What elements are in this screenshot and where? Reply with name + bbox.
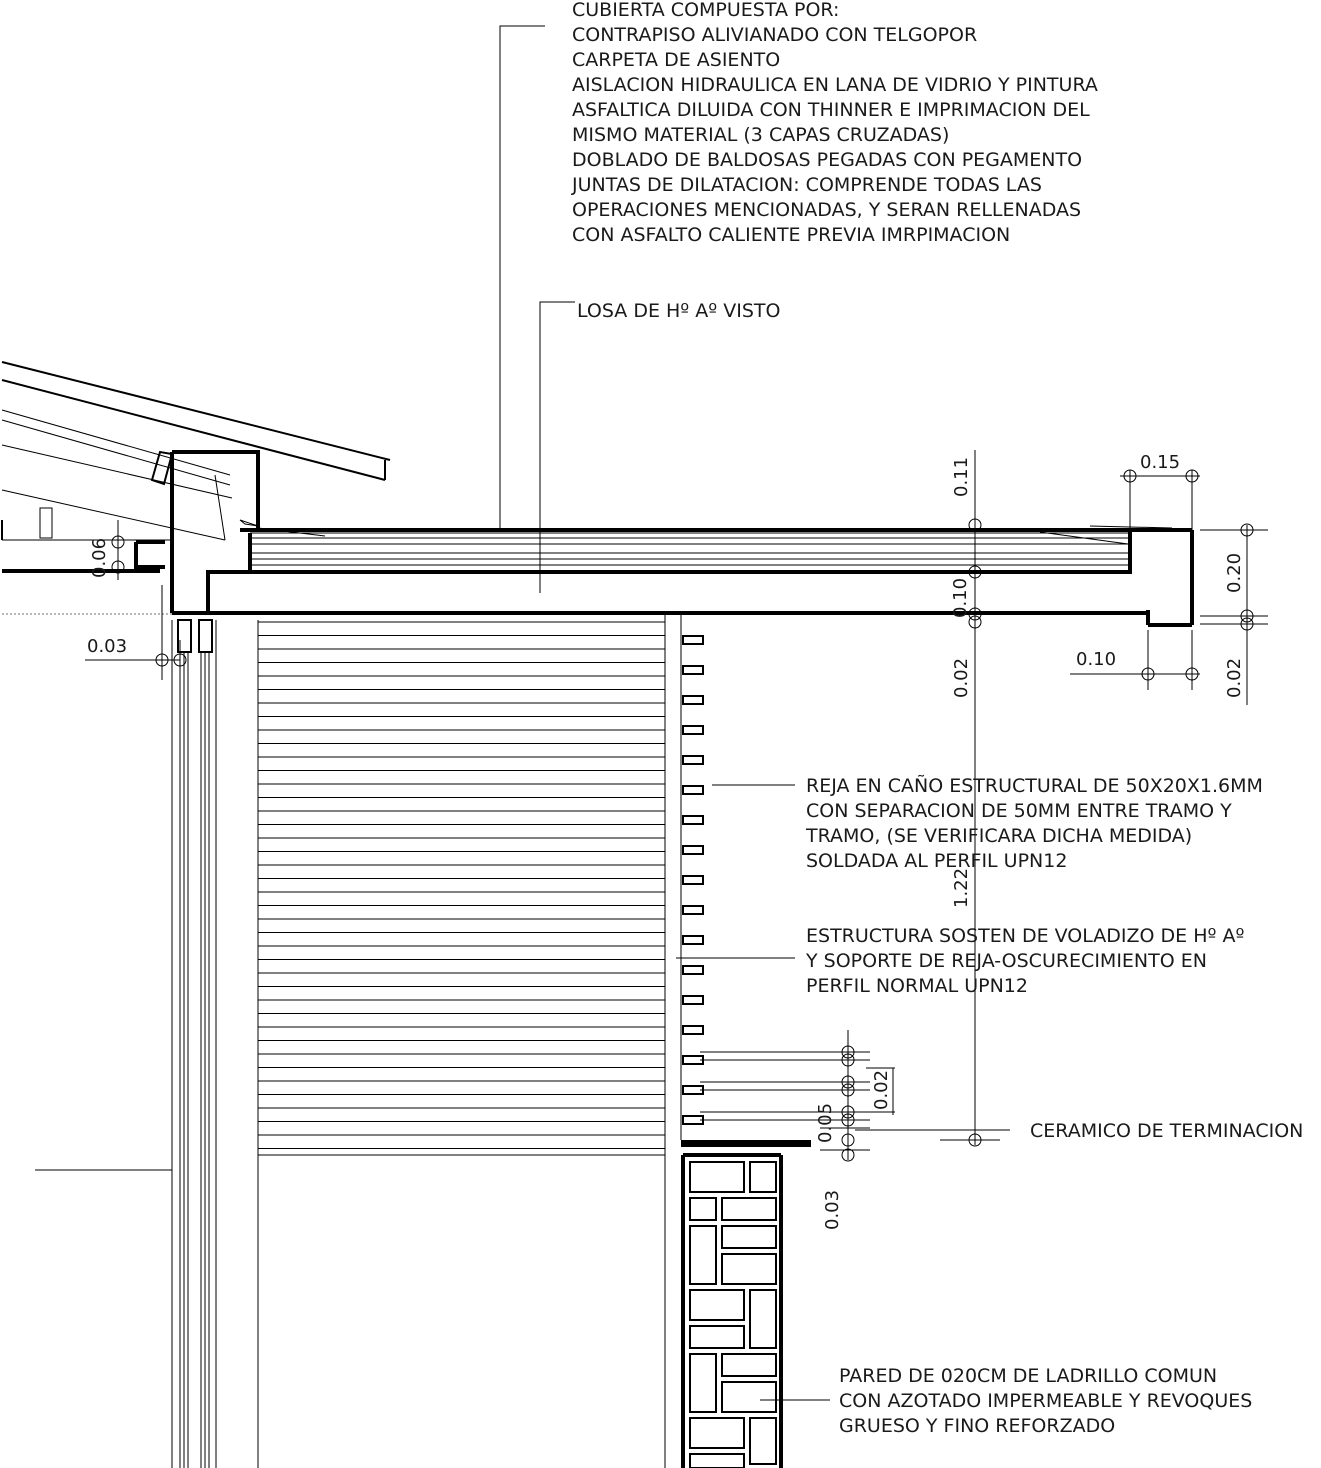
note-cubierta-line: ASFALTICA DILUIDA CON THINNER E IMPRIMACION DEL [572, 99, 1090, 121]
dim-010-horizontal: 0.10 [1076, 649, 1117, 670]
brick [722, 1226, 776, 1248]
brick [690, 1226, 716, 1284]
tube-section [683, 876, 703, 884]
note-estructura-line: ESTRUCTURA SOSTEN DE VOLADIZO DE Hº Aº [806, 925, 1245, 947]
tube-section [683, 846, 703, 854]
tube-section [683, 756, 703, 764]
note-reja-line: TRAMO, (SE VERIFICARA DICHA MEDIDA) [806, 825, 1193, 847]
note-estructura-line: Y SOPORTE DE REJA-OSCURECIMIENTO EN [806, 950, 1207, 972]
brick [750, 1162, 776, 1192]
note-reja-line: SOLDADA AL PERFIL UPN12 [806, 850, 1068, 872]
brick [722, 1254, 776, 1284]
note-cubierta-line: CUBIERTA COMPUESTA POR: [572, 0, 840, 21]
dim-011: 0.11 [951, 456, 972, 497]
brick [690, 1198, 716, 1220]
note-ceramico: CERAMICO DE TERMINACION [1030, 1120, 1304, 1142]
note-pared-line: GRUESO Y FINO REFORZADO [839, 1415, 1116, 1437]
note-cubierta-line: OPERACIONES MENCIONADAS, Y SERAN RELLENADAS [572, 199, 1082, 221]
dim-003-lower: 0.03 [822, 1189, 843, 1230]
grille-slats [258, 622, 665, 1149]
note-pared [839, 1365, 1258, 1437]
window-frame [35, 620, 216, 1468]
tube-section [683, 966, 703, 974]
note-cubierta-line: JUNTAS DE DILATACION: COMPRENDE TODAS LAS [572, 174, 1042, 196]
brick [722, 1354, 776, 1376]
brick [690, 1418, 744, 1448]
note-estructura-line: PERFIL NORMAL UPN12 [806, 975, 1028, 997]
tube-section [683, 666, 703, 674]
brick [690, 1162, 744, 1192]
note-losa: LOSA DE Hº Aº VISTO [577, 300, 781, 322]
tube-section [683, 1026, 703, 1034]
ceramic-finish [681, 1140, 811, 1147]
dim-002-left: 0.02 [951, 657, 972, 698]
note-cubierta-line: CONTRAPISO ALIVIANADO CON TELGOPOR [572, 24, 978, 46]
dim-002-lower: 0.02 [871, 1069, 892, 1110]
brick [750, 1290, 776, 1348]
brick [690, 1326, 744, 1348]
brick [690, 1354, 716, 1412]
dim-122: 1.22 [951, 867, 972, 908]
dim-010-vertical: 0.10 [950, 577, 971, 618]
brick [690, 1290, 744, 1320]
dim-006: 0.06 [89, 537, 110, 578]
tube-section [683, 696, 703, 704]
brick-wall [683, 1155, 781, 1468]
note-cubierta-line: AISLACION HIDRAULICA EN LANA DE VIDRIO Y PINTURA [572, 74, 1098, 96]
note-pared-line: PARED DE 020CM DE LADRILLO COMUN [839, 1365, 1218, 1387]
tube-section [683, 906, 703, 914]
dim-020: 0.20 [1224, 552, 1245, 593]
tube-section [683, 996, 703, 1004]
dim-002-right: 0.02 [1224, 657, 1245, 698]
tube-section [683, 726, 703, 734]
note-cubierta-line: MISMO MATERIAL (3 CAPAS CRUZADAS) [572, 124, 950, 146]
dim-015: 0.15 [1140, 452, 1181, 473]
dim-005: 0.05 [815, 1102, 836, 1143]
tube-section [683, 786, 703, 794]
dim-003-left: 0.03 [87, 636, 128, 657]
note-cubierta [571, 0, 1104, 246]
note-pared-line: CON AZOTADO IMPERMEABLE Y REVOQUES [839, 1390, 1253, 1412]
tube-section [683, 816, 703, 824]
note-cubierta-line: CON ASFALTO CALIENTE PREVIA IMRPIMACION [572, 224, 1011, 246]
brick [722, 1382, 776, 1412]
note-cubierta-line: CARPETA DE ASIENTO [572, 49, 781, 71]
brick [722, 1198, 776, 1220]
note-estructura [805, 925, 1250, 997]
tube-section [683, 636, 703, 644]
tube-section [683, 936, 703, 944]
note-cubierta-line: DOBLADO DE BALDOSAS PEGADAS CON PEGAMENTO [572, 149, 1083, 171]
brick [690, 1454, 744, 1468]
note-reja [805, 774, 1269, 872]
note-reja-line: CON SEPARACION DE 50MM ENTRE TRAMO Y [806, 800, 1232, 822]
brick [750, 1418, 776, 1464]
note-reja-line: REJA EN CAÑO ESTRUCTURAL DE 50X20X1.6MM [806, 775, 1263, 797]
roof-slab [208, 520, 1192, 625]
